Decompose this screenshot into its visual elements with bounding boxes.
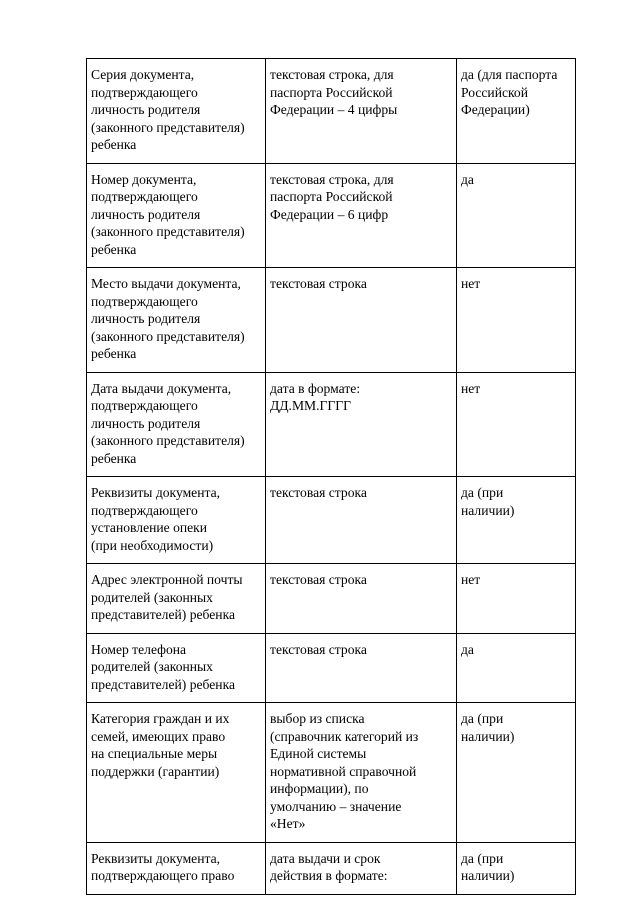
field-name-cell: Реквизиты документа, подтверждающего установление опеки (при необходимости): [87, 477, 266, 564]
field-required-cell: нет: [457, 564, 576, 634]
table-row: [87, 703, 576, 843]
field-format-cell: выбор из списка (справочник категорий из Единой системы нормативной справочной информации), по умолчанию – значение «Нет»: [266, 703, 457, 843]
field-required-cell: нет: [457, 372, 576, 477]
field-name-cell: Категория граждан и их семей, имеющих право на специальные меры поддержки (гарантии): [87, 703, 266, 843]
field-required-cell: да (для паспорта Российской Федерации): [457, 59, 576, 164]
table-row: [87, 372, 576, 477]
field-required-cell: да: [457, 163, 576, 268]
field-format-cell: текстовая строка: [266, 633, 457, 703]
field-name-cell: Номер телефона родителей (законных представителей) ребенка: [87, 633, 266, 703]
field-format-cell: текстовая строка: [266, 268, 457, 373]
field-name-cell: Дата выдачи документа, подтверждающего личность родителя (законного представителя) ребенка: [87, 372, 266, 477]
requirements-table: [86, 58, 576, 895]
field-required-cell: да: [457, 633, 576, 703]
field-name-cell: Серия документа, подтверждающего личность родителя (законного представителя) ребенка: [87, 59, 266, 164]
table-row: [87, 564, 576, 634]
table-row: [87, 633, 576, 703]
table-row: [87, 842, 576, 894]
field-format-cell: текстовая строка: [266, 477, 457, 564]
table-row: [87, 59, 576, 164]
field-required-cell: да (при наличии): [457, 703, 576, 843]
table-row: [87, 268, 576, 373]
table-row: [87, 477, 576, 564]
field-format-cell: текстовая строка, для паспорта Российской Федерации – 4 цифры: [266, 59, 457, 164]
field-format-cell: текстовая строка, для паспорта Российской Федерации – 6 цифр: [266, 163, 457, 268]
field-required-cell: да (при наличии): [457, 477, 576, 564]
field-name-cell: Место выдачи документа, подтверждающего личность родителя (законного представителя) ребенка: [87, 268, 266, 373]
field-format-cell: дата выдачи и срок действия в формате:: [266, 842, 457, 894]
field-name-cell: Реквизиты документа, подтверждающего право: [87, 842, 266, 894]
field-format-cell: текстовая строка: [266, 564, 457, 634]
field-format-cell: дата в формате: ДД.ММ.ГГГГ: [266, 372, 457, 477]
field-required-cell: нет: [457, 268, 576, 373]
field-required-cell: да (при наличии): [457, 842, 576, 894]
field-name-cell: Адрес электронной почты родителей (законных представителей) ребенка: [87, 564, 266, 634]
table-row: [87, 163, 576, 268]
field-name-cell: Номер документа, подтверждающего личность родителя (законного представителя) ребенка: [87, 163, 266, 268]
